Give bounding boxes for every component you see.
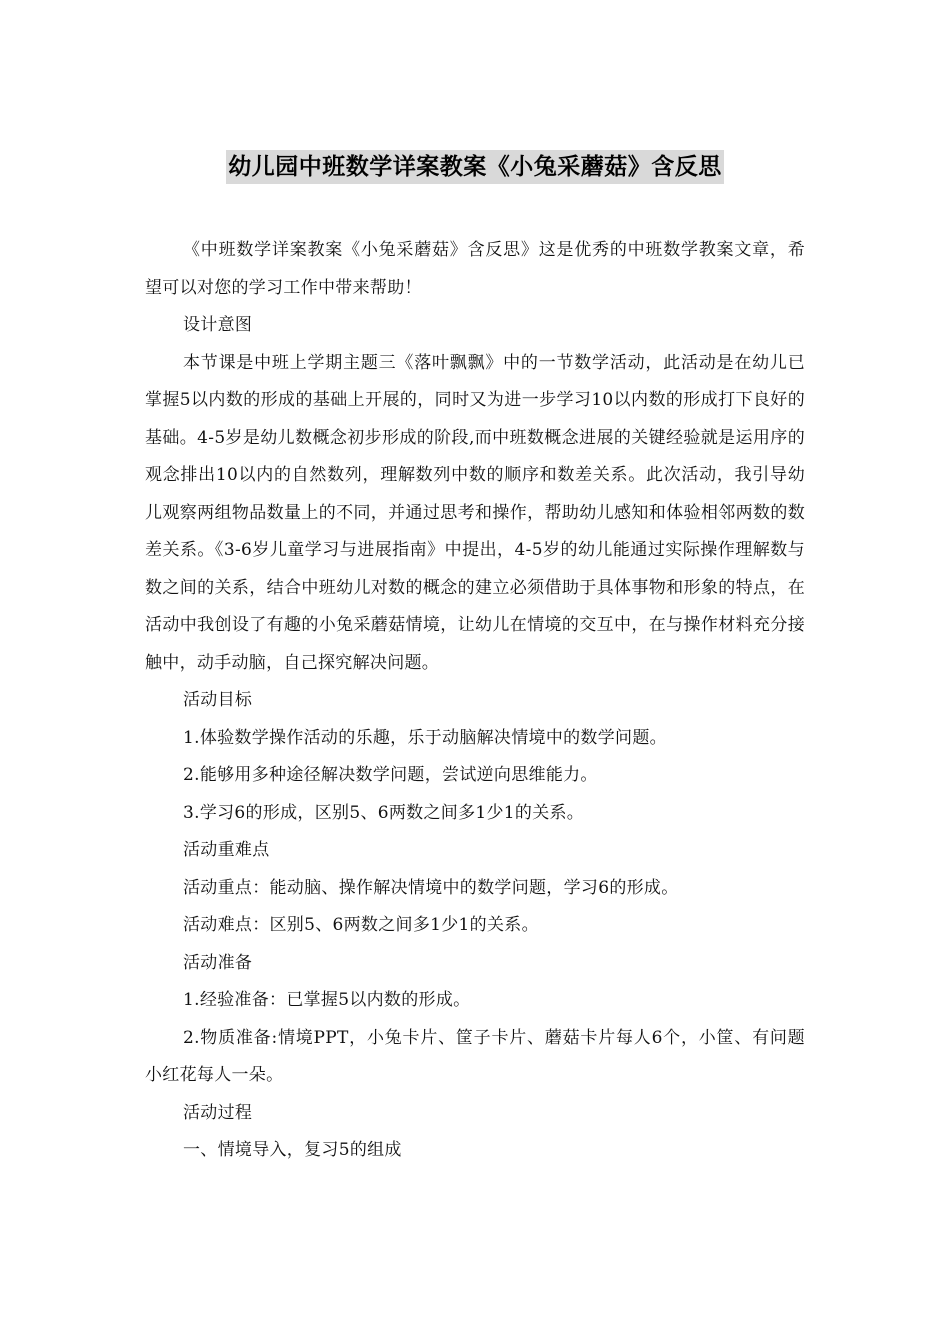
heading-design-intent: 设计意图 xyxy=(183,315,253,335)
heading-activity-process: 活动过程 xyxy=(183,1102,253,1123)
goal-item-2: 2.能够用多种途径解决数学问题，尝试逆向思维能力。 xyxy=(183,765,598,785)
heading-key-difficult-points: 活动重难点 xyxy=(183,840,270,860)
goal-item-3: 3.学习6的形成，区别5、6两数之间多1少1的关系。 xyxy=(183,802,585,823)
process-step-1: 一、情境导入，复习5的组成 xyxy=(183,1140,402,1160)
heading-activity-goals: 活动目标 xyxy=(183,690,253,710)
paragraph-intro: 《中班数学详案教案《小兔采蘑菇》含反思》这是优秀的中班数学教案文章，希望可以对您的学习工作中带来帮助！ xyxy=(145,240,805,298)
title-container xyxy=(0,150,950,184)
preparation-item-1: 1.经验准备：已掌握5以内数的形成。 xyxy=(183,990,471,1010)
goal-item-1: 1.体验数学操作活动的乐趣，乐于动脑解决情境中的数学问题。 xyxy=(183,727,667,748)
document-title: 幼儿园中班数学详案教案《小兔采蘑菇》含反思 xyxy=(226,150,724,184)
preparation-item-2: 2.物质准备:情境PPT，小兔卡片、筐子卡片、蘑菇卡片每人6个，小筐、有问题小红花每人一朵。 xyxy=(145,1027,805,1085)
document-body xyxy=(145,232,805,1170)
paragraph-design-intent: 本节课是中班上学期主题三《落叶飘飘》中的一节数学活动，此活动是在幼儿已掌握5以内数的形成的基础上开展的，同时又为进一步学习10以内数的形成打下良好的基础。4-5岁是幼儿数概念初步形成的阶段,而中班数概念进展的关键经验就是运用序的观念排出10以内的自然数列，理解数列中数的顺序和数差关系。此次活动，我引导幼儿观察两组物品数量上的不同，并通过思考和操作，帮助幼儿感知和体验相邻两数的数差关系。《3-6岁儿童学习与进展指南》中提出，4-5岁的幼儿能通过实际操作理解数与数之间的关系，结合中班幼儿对数的概念的建立必须借助于具体事物和形象的特点，在活动中我创设了有趣的小兔采蘑菇情境，让幼儿在情境的交互中，在与操作材料充分接触中，动手动脑，自己探究解决问题。 xyxy=(145,352,805,673)
paragraph-key-point: 活动重点：能动脑、操作解决情境中的数学问题，学习6的形成。 xyxy=(183,877,679,898)
heading-activity-preparation: 活动准备 xyxy=(183,952,253,973)
paragraph-difficult-point: 活动难点：区别5、6两数之间多1少1的关系。 xyxy=(183,915,539,935)
